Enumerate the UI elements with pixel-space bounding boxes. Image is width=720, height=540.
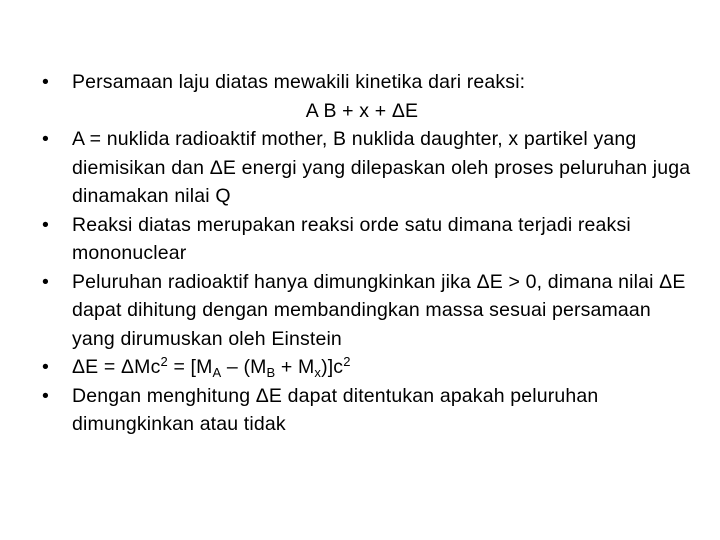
bullet-item — [42, 211, 692, 268]
formula-part: = [M — [167, 356, 213, 378]
reaction-equation: A B + x + ΔE — [305, 99, 419, 122]
bullet-item — [42, 382, 692, 439]
bullet-item — [42, 353, 692, 382]
formula-subscript: B — [266, 365, 276, 380]
bullet-list — [42, 68, 692, 439]
formula-superscript: 2 — [343, 354, 351, 369]
bullet-marker: • — [42, 128, 49, 150]
formula-superscript: 2 — [160, 354, 168, 369]
formula-part: – (M — [221, 356, 267, 378]
bullet-item — [42, 125, 692, 211]
bullet-text: Persamaan laju diatas mewakili kinetika dari reaksi: — [72, 71, 526, 93]
bullet-text: Peluruhan radioaktif hanya dimungkinkan jika ΔE > 0, dimana nilai ΔE dapat dihitung dengan membandingkan massa sesuai persamaan yang dirumuskan oleh Einstein — [72, 270, 686, 350]
formula-part: )]c — [321, 356, 344, 378]
bullet-marker: • — [42, 356, 49, 378]
energy-formula — [72, 356, 351, 378]
bullet-text: Reaksi diatas merupakan reaksi orde satu dimana terjadi reaksi mononuclear — [72, 213, 631, 264]
bullet-item — [42, 268, 692, 354]
bullet-marker: • — [42, 71, 49, 93]
formula-part: + M — [275, 356, 315, 378]
bullet-text: A = nuklida radioaktif mother, B nuklida daughter, x partikel yang diemisikan dan ΔE energi yang dilepaskan oleh proses peluruhan juga dinamakan nilai Q — [72, 128, 691, 207]
bullet-marker: • — [42, 384, 49, 407]
bullet-item — [42, 68, 692, 125]
bullet-marker: • — [42, 270, 49, 293]
formula-part: ΔE = ΔMc — [72, 356, 161, 378]
bullet-text: Dengan menghitung ΔE dapat ditentukan apakah peluruhan dimungkinkan atau tidak — [72, 384, 599, 435]
bullet-marker: • — [42, 213, 49, 236]
formula-subscript: A — [212, 365, 222, 380]
formula-subscript: x — [314, 365, 322, 380]
